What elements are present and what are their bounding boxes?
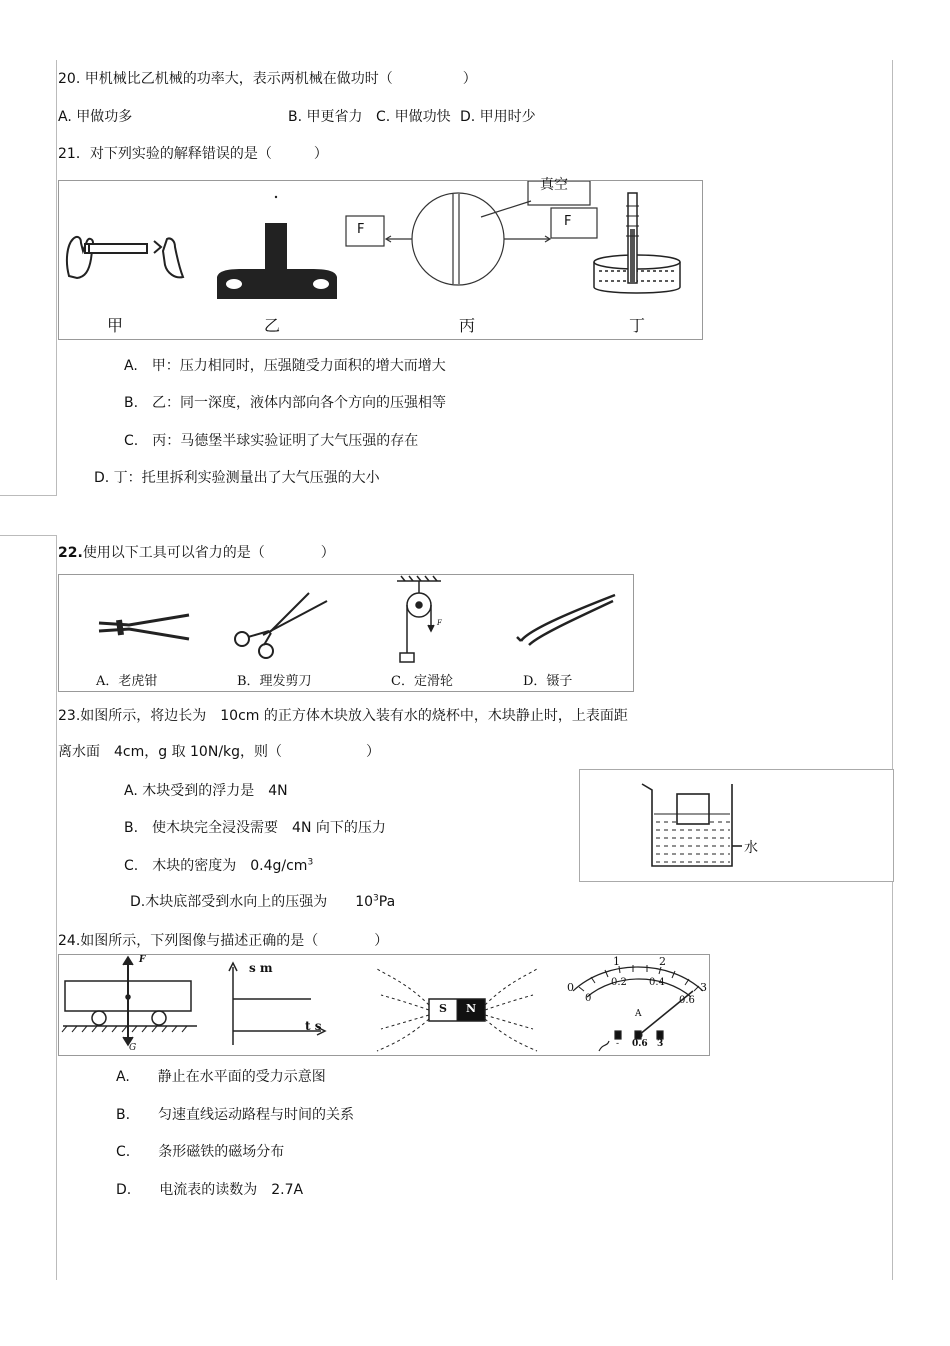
q21-figure-drawing — [59, 181, 702, 339]
right-margin-line — [892, 60, 893, 770]
ammeter-bottom-06: 0.6 — [679, 995, 695, 1006]
q22-stem-text: 使用以下工具可以省力的是（ ） — [82, 545, 335, 561]
force-right-label: F — [564, 214, 572, 229]
beaker-illustration — [642, 784, 742, 866]
q23-option-d-text: D.木块底部受到水向上的压强为 10 — [130, 894, 374, 910]
q21-option-c[interactable]: C. 丙：马德堡半球实验证明了大气压强的存在 — [124, 433, 419, 449]
tool-label-scissors: B．理发剪刀 — [237, 674, 312, 689]
q21-option-d[interactable]: D. 丁：托里拆利实验测量出了大气压强的大小 — [94, 470, 380, 486]
cart-force-diagram — [62, 957, 197, 1045]
q20-stem: 20. 甲机械比乙机械的功率大，表示两机械在做功时（ ） — [58, 71, 477, 87]
bar-magnet-field — [377, 969, 537, 1051]
q21-figure — [58, 177, 703, 340]
fingers-pencil-illustration — [67, 237, 183, 278]
pulley-force-label: F — [437, 619, 442, 627]
q23-option-d[interactable] — [130, 893, 395, 911]
q21-option-a[interactable]: A. 甲：压力相同时，压强随受力面积的增大而增大 — [124, 358, 446, 374]
q24-option-b[interactable]: B. 匀速直线运动路程与时间的关系 — [116, 1107, 355, 1123]
figure-label-yi: 乙 — [264, 316, 281, 335]
ammeter-top-1: 1 — [613, 955, 620, 968]
force-f-label: F — [139, 955, 146, 965]
magdeburg-hemispheres-illustration — [346, 181, 597, 285]
ammeter-top-2: 2 — [659, 955, 666, 968]
terminal-3: 3 — [657, 1039, 664, 1049]
q24-option-a[interactable]: A. 静止在水平面的受力示意图 — [116, 1069, 326, 1085]
magnet-s-label: S — [439, 1002, 447, 1015]
scissors-illustration — [235, 593, 327, 658]
pressure-probe-illustration — [217, 196, 337, 299]
section-divider-top — [0, 495, 57, 496]
ammeter-top-3: 3 — [700, 981, 707, 994]
q23-option-c-text: C. 木块的密度为 0.4g/cm — [124, 858, 308, 874]
ammeter-bottom-0: 0 — [585, 993, 592, 1004]
tweezers-illustration — [517, 595, 615, 645]
ammeter-bottom-02: 0.2 — [611, 977, 627, 988]
q20-option-a[interactable]: A. 甲做功多 — [58, 109, 133, 125]
figure-label-bing: 丙 — [459, 316, 476, 335]
terminal-06: 0.6 — [632, 1039, 648, 1049]
q24-stem: 24.如图所示，下列图像与描述正确的是（ ） — [58, 933, 389, 949]
section-divider-bottom — [0, 535, 57, 536]
q20-option-b[interactable]: B. 甲更省力 — [288, 109, 363, 125]
right-margin-line-lower — [892, 880, 893, 1280]
q23-figure — [579, 769, 894, 882]
q23-option-d-unit: Pa — [378, 894, 396, 910]
q20-option-c[interactable]: C. 甲做功快 — [376, 109, 451, 125]
force-g-label: G — [129, 1043, 137, 1053]
ammeter-bottom-04: 0.4 — [649, 977, 665, 988]
beaker-drawing — [580, 770, 893, 881]
magnet-n-label: N — [466, 1002, 477, 1015]
left-margin-line — [56, 60, 57, 496]
q23-stem-line2: 离水面 4cm，g 取 10N/kg，则（ ） — [58, 744, 381, 760]
q21-option-b[interactable]: B. 乙：同一深度，液体内部向各个方向的压强相等 — [124, 395, 447, 411]
q23-option-c[interactable] — [124, 857, 313, 875]
q24-option-c[interactable]: C. 条形磁铁的磁场分布 — [116, 1144, 285, 1160]
vacuum-label: 真空 — [540, 177, 568, 193]
q22-number: 22. — [58, 545, 83, 561]
pliers-illustration — [99, 615, 189, 639]
q24-figure — [58, 954, 710, 1056]
q24-figure-drawing — [59, 955, 709, 1055]
figure-label-jia: 甲 — [107, 316, 124, 335]
q21-stem: 21．对下列实验的解释错误的是（ ） — [58, 146, 328, 162]
s-axis-label: s m — [249, 961, 273, 975]
ammeter-unit-label: A — [635, 1009, 642, 1019]
q22-figure — [58, 574, 634, 692]
figure-label-ding: 丁 — [629, 316, 646, 335]
tool-label-pulley: C．定滑轮 — [391, 674, 453, 689]
q22-stem — [58, 544, 335, 562]
ammeter-top-0: 0 — [567, 981, 574, 994]
q20-option-d[interactable]: D. 甲用时少 — [460, 109, 536, 125]
fixed-pulley-illustration — [397, 576, 441, 662]
tool-label-pliers: A．老虎钳 — [96, 674, 158, 689]
water-label: 水 — [744, 840, 758, 856]
terminal-minus: - — [616, 1039, 620, 1049]
q23-option-c-exponent: 3 — [307, 857, 314, 868]
q23-option-b[interactable]: B. 使木块完全浸没需要 4N 向下的压力 — [124, 820, 386, 836]
torricelli-tube-illustration — [594, 193, 680, 293]
left-margin-line-lower — [56, 535, 57, 1280]
q23-option-d-exponent: 3 — [373, 893, 379, 904]
q23-option-a[interactable]: A. 木块受到的浮力是 4N — [124, 783, 288, 799]
q24-option-d[interactable]: D. 电流表的读数为 2.7A — [116, 1182, 304, 1198]
t-axis-label: t s — [305, 1019, 322, 1033]
tool-label-tweezers: D．镊子 — [523, 674, 573, 689]
force-left-label: F — [357, 222, 365, 237]
q23-stem-line1: 23.如图所示，将边长为 10cm 的正方体木块放入装有水的烧杯中，木块静止时，上表面距 — [58, 708, 628, 724]
